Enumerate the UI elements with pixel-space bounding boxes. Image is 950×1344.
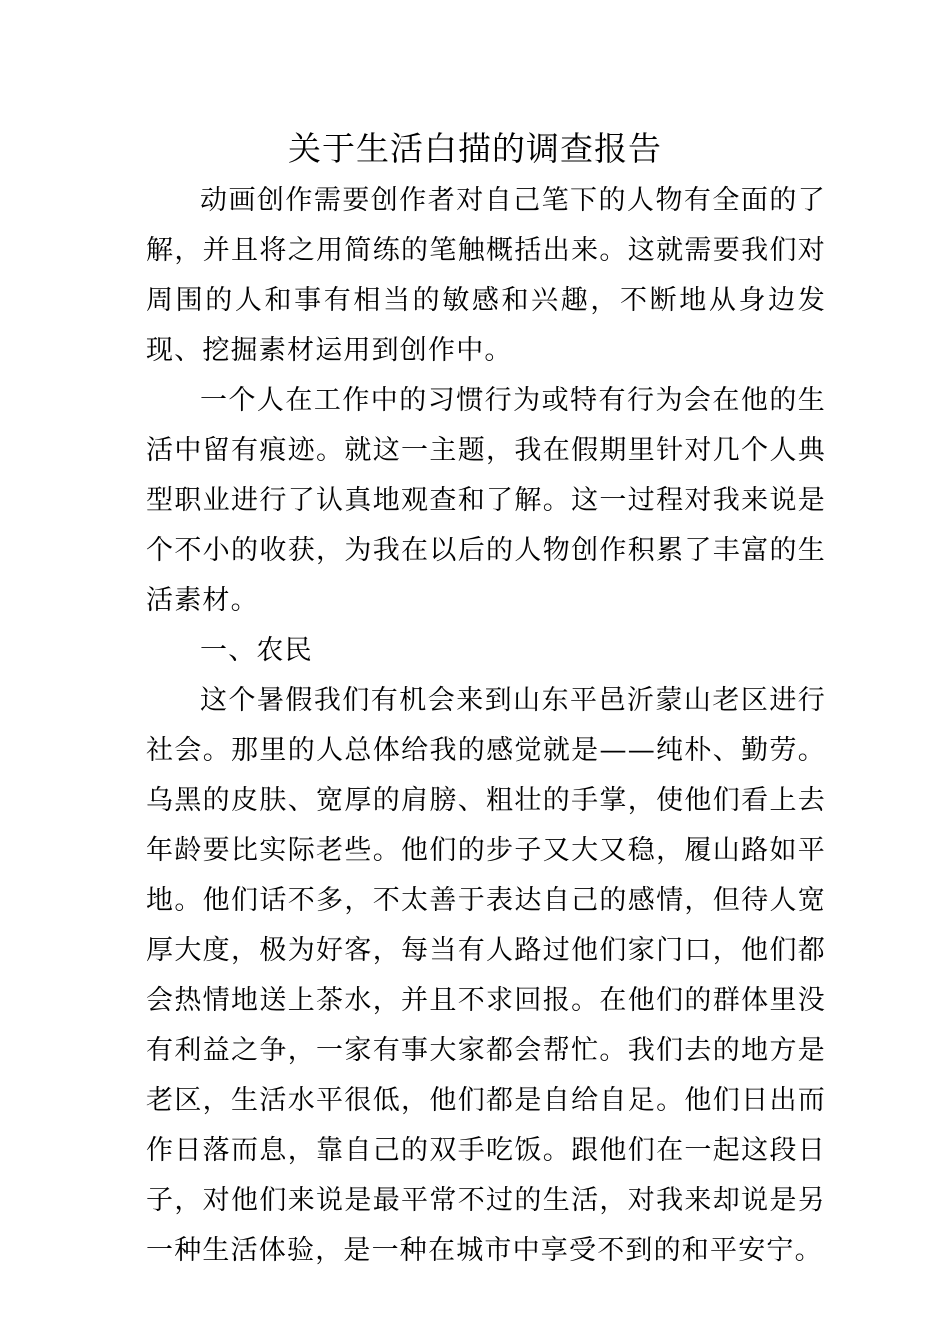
paragraph-farmers: 这个暑假我们有机会来到山东平邑沂蒙山老区进行社会。那里的人总体给我的感觉就是——纯朴、勤劳。乌黑的皮肤、宽厚的肩膀、粗壮的手掌，使他们看上去年龄要比实际老些。他们的步子又大又稳，履山路如平地。他们话不多，不太善于表达自己的感情，但待人宽厚大度，极为好客，每当有人路过他们家门口，他们都会热情地送上茶水，并且不求回报。在他们的群体里没有利益之争，一家有事大家都会帮忙。我们去的地方是老区，生活水平很低，他们都是自给自足。他们日出而作日落而息，靠自己的双手吃饭。跟他们在一起这段日子，对他们来说是最平常不过的生活，对我来却说是另一种生活体验，是一种在城市中享受不到的和平安宁。 bbox=[146, 685, 826, 1266]
document-title: 关于生活白描的调查报告 bbox=[288, 129, 662, 168]
paragraph-habits: 一个人在工作中的习惯行为或特有行为会在他的生活中留有痕迹。就这一主题，我在假期里针对几个人典型职业进行了认真地观查和了解。这一过程对我来说是个不小的收获，为我在以后的人物创作积累了丰富的生活素材。 bbox=[146, 385, 826, 616]
paragraph-intro: 动画创作需要创作者对自己笔下的人物有全面的了解，并且将之用简练的笔触概括出来。这就需要我们对周围的人和事有相当的敏感和兴趣，不断地从身边发现、挖掘素材运用到创作中。 bbox=[146, 185, 826, 366]
document-body bbox=[146, 176, 826, 1276]
section-heading-farmers: 一、农民 bbox=[200, 635, 313, 666]
